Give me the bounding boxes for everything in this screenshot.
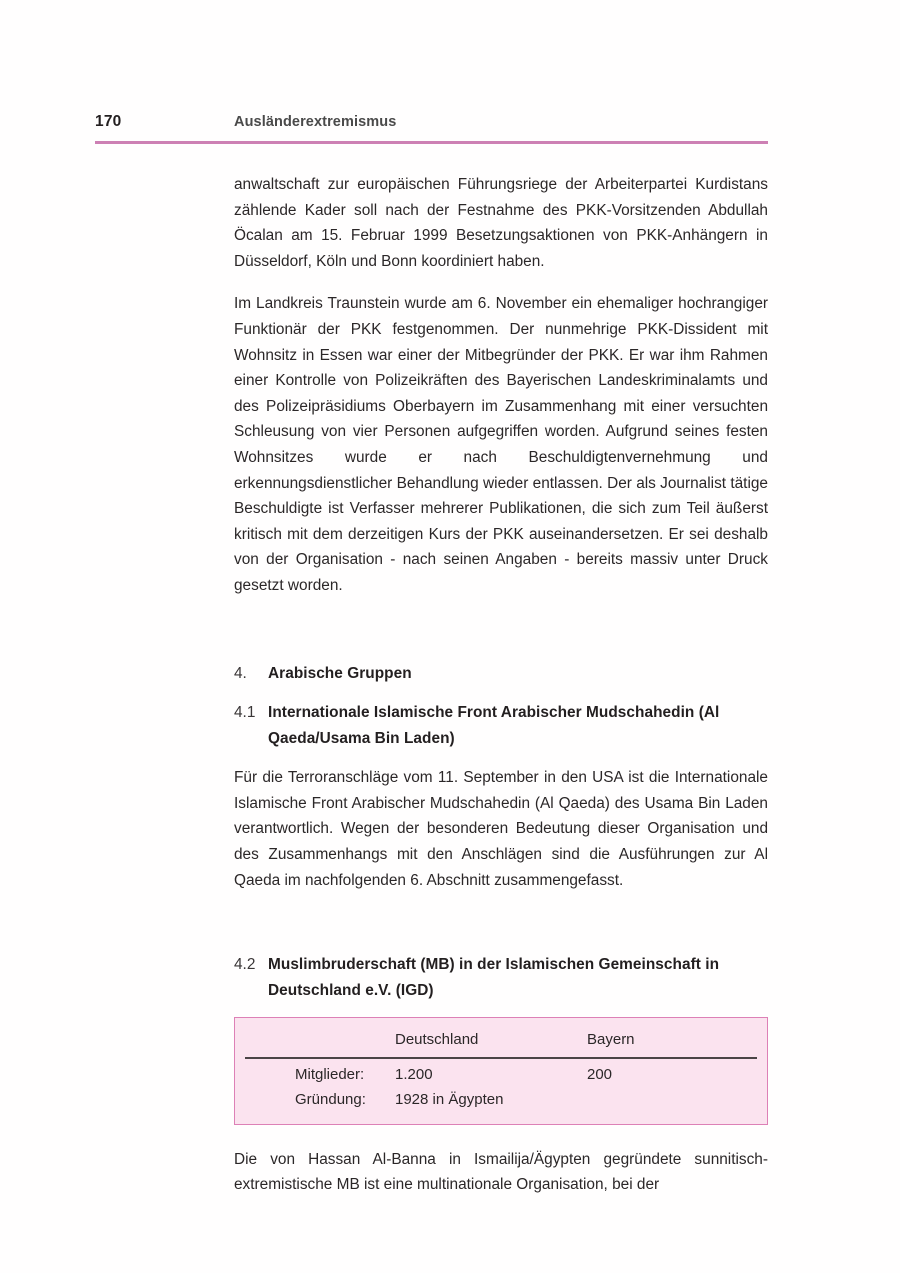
paragraph-traunstein: Im Landkreis Traunstein wurde am 6. November ein ehemaliger hochrangiger Funktionär der PKK festgenommen. Der nunmehrige PKK-Dissident mit Wohnsitz in Essen war einer der Mitbegründer der PKK. Er war ihm Rahmen einer Kontrolle von Polizeikräften des Bayerischen Landeskriminalamts und des Polizeipräsidiums Oberbayern im Zusammenhang mit einer versuchten Schleusung von vier Personen aufgegriffen worden. Aufgrund seines festen Wohnsitzes wurde er nach Beschuldigtenvernehmung und erkennungsdienstlicher Behandlung wieder entlassen. Der als Journalist tätige Beschuldigte ist Verfasser mehrerer Publikationen, die sich zum Teil äußerst kritisch mit dem derzeitigen Kurs der PKK auseinandersetzen. Er sei deshalb von der Organisation - nach seinen Angaben - bereits massiv unter Druck gesetzt worden. [234, 295, 768, 594]
table-header-row [235, 1027, 767, 1053]
heading-42-number: 4.2 [234, 956, 256, 974]
spacer-after-table [234, 1125, 768, 1147]
table-cell-gruendung-bayern [587, 1087, 767, 1113]
paragraph-muslimbruderschaft: Die von Hassan Al-Banna in Ismailija/Ägypten gegründete sunnitisch-extremistische MB ist eine multinationale Organisation, bei der [234, 1150, 768, 1194]
table-row-label-gruendung: Gründung: [295, 1091, 366, 1109]
organization-data-table [234, 1017, 768, 1124]
table-cell-gruendung-deutschland: 1928 in Ägypten [395, 1091, 504, 1109]
table-header-bayern: Bayern [587, 1031, 635, 1049]
table-cell-mitglieder-deutschland: 1.200 [395, 1065, 433, 1083]
heading-4-number: 4. [234, 664, 247, 682]
table-header-rule [245, 1057, 757, 1059]
heading-42-title: Muslimbruderschaft (MB) in der Islamischen Gemeinschaft in Deutschland e.V. (IGD) [268, 956, 720, 999]
heading-41-title: Internationale Islamische Front Arabischer Mudschahedin (Al Qaeda/Usama Bin Laden) [268, 704, 720, 747]
spacer-before-section-4-2 [234, 910, 768, 952]
spacer-before-section-4 [234, 616, 768, 661]
table-row [235, 1062, 767, 1088]
heading-section-4-1 [234, 700, 768, 751]
page-number: 170 [95, 113, 122, 130]
table-row [235, 1087, 767, 1113]
paragraph-continuation: anwaltschaft zur europäischen Führungsriege der Arbeiterpartei Kurdistans zählende Kader soll nach der Festnahme des PKK-Vorsitzenden Abdullah Öcalan am 15. Februar 1999 Besetzungsaktionen von PKK-Anhängern in Düsseldorf, Köln und Bonn koordiniert haben. [234, 176, 768, 270]
running-title: Ausländerextremismus [234, 114, 397, 130]
running-header [95, 113, 768, 143]
paragraph-al-qaeda: Für die Terroranschläge vom 11. September in den USA ist die Internationale Islamische Front Arabischer Mudschahedin (Al Qaeda) des Usama Bin Laden verantwortlich. Wegen der besonderen Bedeutung dieser Organisation und des Zusammenhangs mit den Anschlägen sind die Ausführungen zur Al Qaeda im nachfolgenden 6. Abschnitt zusammengefasst. [234, 769, 768, 889]
text-column [234, 172, 768, 1198]
header-divider-rule [95, 141, 768, 144]
table-header-deutschland: Deutschland [395, 1031, 479, 1049]
heading-section-4 [234, 661, 768, 687]
heading-4-title: Arabische Gruppen [268, 664, 412, 682]
table-row-label-mitglieder: Mitglieder: [295, 1065, 365, 1083]
heading-section-4-2 [234, 952, 768, 1003]
heading-41-number: 4.1 [234, 704, 256, 722]
table-cell-mitglieder-bayern: 200 [587, 1065, 613, 1083]
table-header-blank [235, 1027, 395, 1053]
